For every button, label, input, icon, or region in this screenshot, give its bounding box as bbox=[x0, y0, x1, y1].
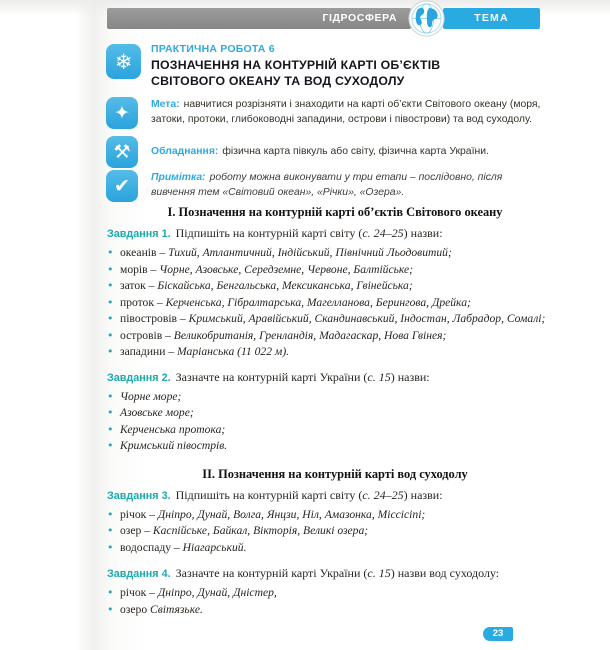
meta-row bbox=[106, 97, 569, 129]
task-3-page-ref: с. 24–25 bbox=[362, 487, 404, 502]
note-row bbox=[106, 170, 545, 202]
item-names: Тихий, Атлантичний, Індійський, Північний Льодовитий; bbox=[168, 246, 452, 259]
bullet-icon: • bbox=[107, 406, 114, 419]
list-item bbox=[107, 311, 563, 328]
tools-icon bbox=[106, 136, 138, 168]
task-2-label: Завдання 2. bbox=[107, 371, 171, 384]
chapter-title: ГІДРОСФЕРА bbox=[322, 12, 397, 24]
task-2-intro-tail: ) назви: bbox=[390, 369, 430, 384]
bullet-icon: • bbox=[107, 246, 114, 259]
section-2-heading: ІІ. Позначення на контурній карті вод суходолу bbox=[202, 466, 468, 481]
bullet-icon: • bbox=[107, 389, 114, 403]
item-category: озер – bbox=[120, 524, 153, 537]
task-4-page-ref: с. 15 bbox=[367, 566, 391, 580]
item-category: океанів – bbox=[120, 246, 169, 259]
task-4-list bbox=[107, 585, 563, 618]
practical-work-label: ПРАКТИЧНА РОБОТА 6 bbox=[151, 43, 275, 55]
section-1-heading: І. Позначення на контурній карті об’єктів Світового океану bbox=[167, 205, 503, 219]
item-names: Маріанська (11 022 м). bbox=[177, 345, 290, 358]
practical-work-header bbox=[151, 43, 440, 89]
note-text-block bbox=[151, 170, 545, 200]
task-4-intro-tail: ) назви вод суходолу: bbox=[390, 566, 500, 580]
page-title bbox=[151, 58, 440, 89]
snowflake-glyph: ❄ bbox=[114, 49, 133, 74]
bullet-icon: • bbox=[107, 312, 114, 325]
task-4-intro-text: Зазначте на контурній карті України ( bbox=[175, 566, 368, 580]
item-names: Ніагарський. bbox=[182, 540, 247, 554]
tema-label: ТЕМА bbox=[474, 12, 509, 24]
bullet-icon: • bbox=[107, 345, 114, 358]
bullet-icon: • bbox=[107, 295, 114, 309]
task-1-intro bbox=[107, 225, 563, 241]
snowflake-icon bbox=[106, 44, 141, 79]
list-item bbox=[107, 262, 563, 279]
item-names: Світязьке. bbox=[150, 602, 203, 616]
item-names: Азовське море; bbox=[120, 406, 194, 419]
equipment-label: Обладнання: bbox=[151, 146, 219, 158]
task-3-intro-tail: ) назви: bbox=[403, 487, 443, 502]
checkmark-glyph: ✔ bbox=[114, 175, 130, 197]
item-names: Кримський, Аравійський, Скандинавський, Індостан, Лабрадор, Сомалі; bbox=[188, 312, 546, 325]
compass-star-icon bbox=[106, 97, 138, 129]
tema-tab bbox=[443, 8, 540, 29]
page-number-badge: 23 bbox=[483, 627, 513, 641]
bullet-icon: • bbox=[107, 262, 114, 276]
task-1-label: Завдання 1. bbox=[107, 228, 171, 240]
bullet-icon: • bbox=[107, 540, 114, 554]
item-names: Чорне, Азовське, Середземне, Червоне, Балтійське; bbox=[159, 262, 414, 276]
meta-text: навчитися розрізняти і знаходити на карті об’єкти Світового океану (моря, затоки, протоки, глибоководні западини, острови і півострови) та вод суходолу. bbox=[151, 99, 541, 125]
list-item bbox=[107, 602, 563, 619]
task-4-label: Завдання 4. bbox=[107, 568, 171, 580]
checkmark-icon bbox=[106, 170, 138, 202]
item-names: Кримський півострів. bbox=[120, 439, 228, 452]
list-item bbox=[107, 344, 563, 361]
list-item bbox=[107, 422, 563, 439]
item-category: проток – bbox=[120, 295, 166, 309]
bullet-icon: • bbox=[107, 524, 114, 537]
item-names: Керченська, Гібралтарська, Магелланова, Берингова, Дрейка; bbox=[165, 295, 471, 309]
item-category: островів – bbox=[120, 328, 174, 342]
task-1-intro-text: Підпишіть на контурній карті світу ( bbox=[175, 226, 363, 240]
item-names: Великобританія, Гренландія, Мадагаскар, Нова Гвінея; bbox=[173, 328, 447, 342]
note-text: роботу можна виконувати у три етапи – послідовно, після вивчення тем «Світовий океан», «Річки», «Озера». bbox=[151, 172, 503, 198]
meta-label: Мета: bbox=[151, 99, 180, 110]
list-item bbox=[107, 295, 563, 312]
item-category: заток – bbox=[120, 279, 158, 292]
chapter-bar bbox=[107, 8, 411, 29]
task-3-intro-text: Підпишіть на контурній карті світу ( bbox=[175, 487, 363, 502]
equipment-row bbox=[106, 136, 569, 168]
equipment-text-block bbox=[151, 144, 569, 160]
task-3-list bbox=[107, 507, 563, 557]
bullet-icon: • bbox=[107, 422, 114, 436]
bullet-icon: • bbox=[107, 602, 114, 616]
item-category: річок – bbox=[120, 586, 158, 599]
item-names: Каспійське, Байкал, Вікторія, Великі озера; bbox=[152, 524, 369, 537]
item-names: Керченська протока; bbox=[120, 422, 226, 436]
task-3-label: Завдання 3. bbox=[107, 489, 171, 502]
list-item bbox=[107, 438, 563, 455]
note-label: Примітка: bbox=[151, 172, 206, 183]
task-3-intro bbox=[107, 487, 563, 503]
equipment-text: фізична карта півкуль або світу, фізична карта України. bbox=[222, 146, 489, 158]
item-names: Дніпро, Дунай, Волга, Янцзи, Ніл, Амазонка, Міссісіпі; bbox=[157, 507, 426, 521]
task-1-intro-tail: ) назви: bbox=[403, 226, 443, 240]
list-item bbox=[107, 389, 563, 406]
tools-glyph: ⚒ bbox=[113, 141, 131, 163]
item-names: Чорне море; bbox=[120, 389, 182, 403]
list-item bbox=[107, 278, 563, 295]
list-item bbox=[107, 245, 563, 262]
page-title-line2: СВІТОВОГО ОКЕАНУ ТА ВОД СУХОДОЛУ bbox=[151, 73, 405, 88]
list-item bbox=[107, 405, 563, 422]
item-category: півостровів – bbox=[120, 312, 189, 325]
list-item bbox=[107, 523, 563, 540]
item-category: морів – bbox=[120, 262, 160, 276]
task-2-intro-text: Зазначте на контурній карті України ( bbox=[175, 369, 368, 384]
item-names: Біскайська, Бенгальська, Мексиканська, Гвінейська; bbox=[157, 279, 413, 292]
item-category: западини – bbox=[120, 345, 178, 358]
bullet-icon: • bbox=[107, 507, 114, 521]
meta-text-block bbox=[151, 97, 569, 127]
bullet-icon: • bbox=[107, 586, 114, 599]
list-item bbox=[107, 507, 563, 524]
task-2-page-ref: с. 15 bbox=[367, 369, 391, 384]
task-1-list bbox=[107, 245, 563, 361]
list-item bbox=[107, 585, 563, 602]
bullet-icon: • bbox=[107, 439, 114, 452]
list-item bbox=[107, 328, 563, 345]
item-names: Дніпро, Дунай, Дністер, bbox=[157, 586, 277, 599]
item-category: водоспаду – bbox=[120, 540, 183, 554]
task-2-intro bbox=[107, 369, 563, 385]
task-2-list bbox=[107, 389, 563, 455]
item-category: річок – bbox=[120, 507, 158, 521]
main-content bbox=[107, 205, 563, 618]
list-item bbox=[107, 540, 563, 557]
bullet-icon: • bbox=[107, 279, 114, 292]
task-4-intro bbox=[107, 565, 563, 581]
item-category: озеро bbox=[120, 602, 151, 616]
page-title-line1: ПОЗНАЧЕННЯ НА КОНТУРНІЙ КАРТІ ОБ’ЄКТІВ bbox=[151, 58, 441, 72]
task-1-page-ref: с. 24–25 bbox=[362, 226, 404, 240]
globe-icon bbox=[408, 0, 445, 37]
bullet-icon: • bbox=[107, 328, 114, 342]
compass-star-glyph: ✦ bbox=[114, 102, 130, 124]
